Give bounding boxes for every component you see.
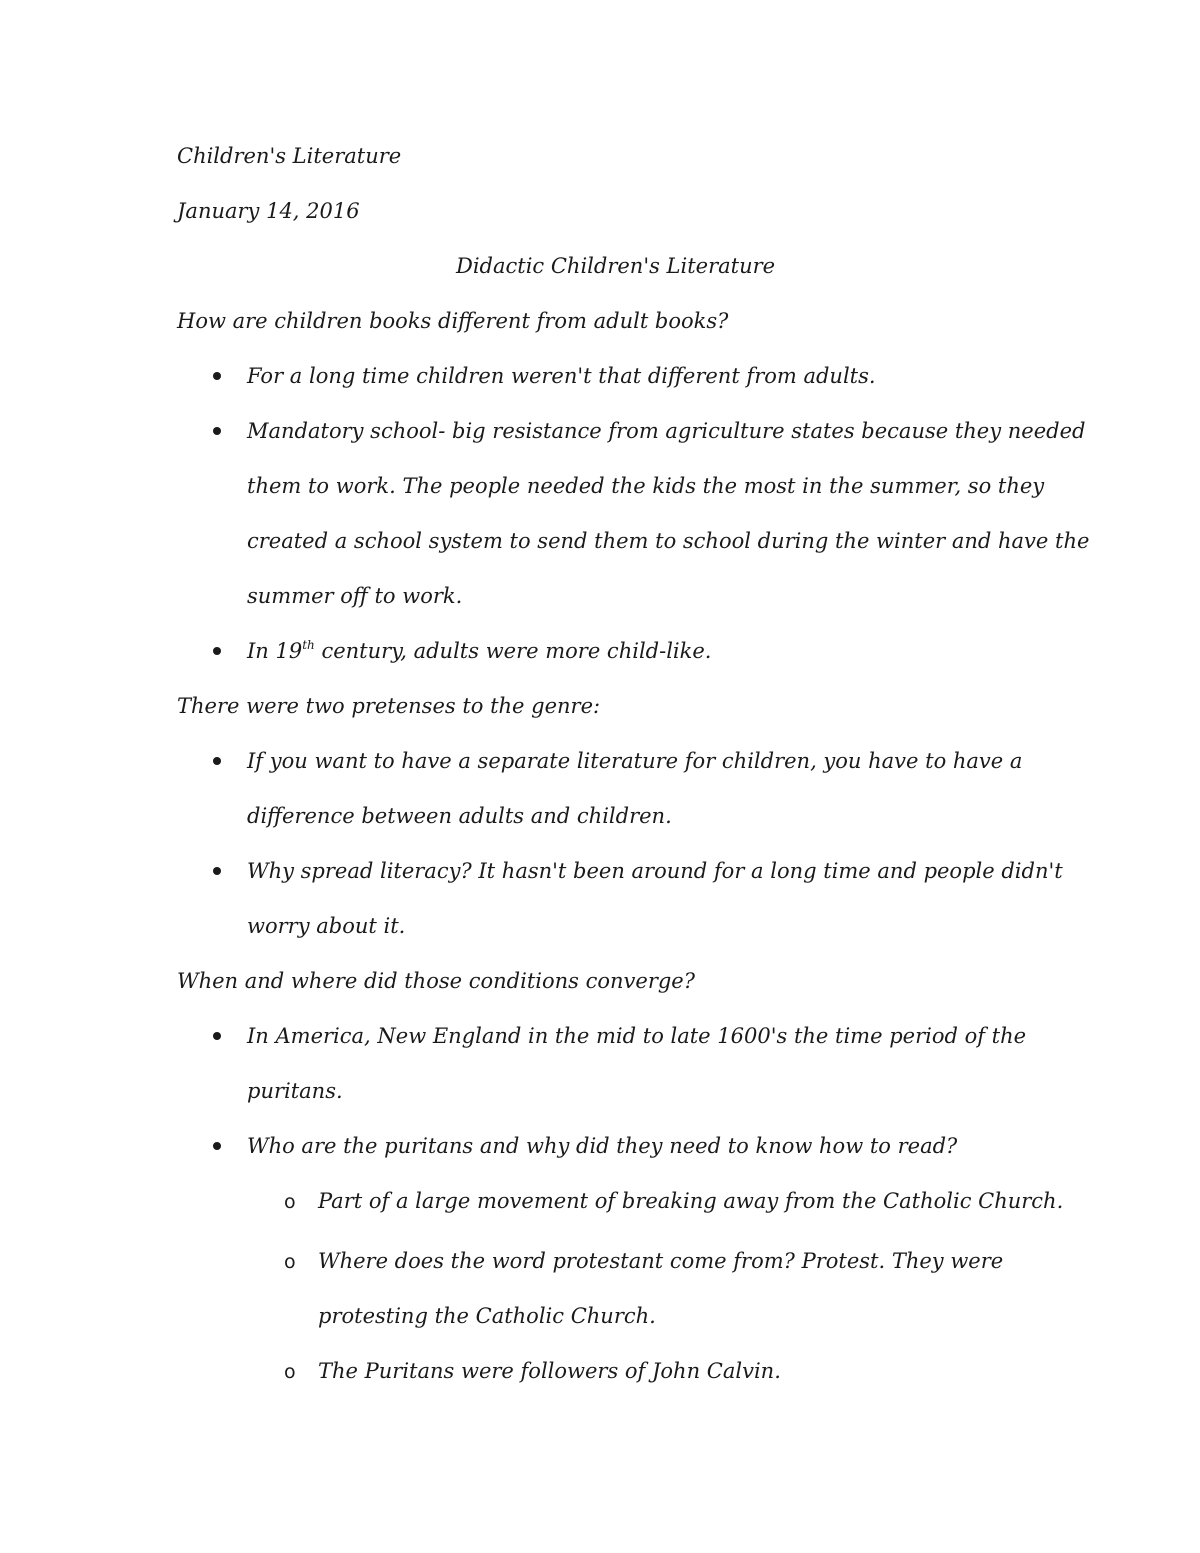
bullet-text: If you want to have a separate literature for children, you have to have a — [247, 749, 1023, 773]
bullet-text: For a long time children weren't that different from adults. — [247, 364, 876, 388]
document-title: Didactic Children's Literature — [456, 254, 776, 278]
bullet-text: Mandatory school- big resistance from agriculture states because they needed — [247, 419, 1086, 443]
section-question: There were two pretenses to the genre: — [177, 694, 601, 718]
bullet-text-continuation: created a school system to send them to school during the winter and have the — [247, 529, 1090, 553]
section-question: How are children books different from adult books? — [177, 309, 729, 333]
bullet-dot — [213, 1032, 221, 1040]
bullet-text-continuation: difference between adults and children. — [247, 804, 672, 828]
sub-bullet-text-continuation: protesting the Catholic Church. — [318, 1304, 656, 1328]
bullet-text-continuation: worry about it. — [247, 914, 406, 938]
bullet-text-pre: In 19 — [247, 639, 303, 663]
bullet-dot — [213, 372, 221, 380]
section-question: When and where did those conditions converge? — [177, 969, 695, 993]
bullet-text — [247, 638, 712, 663]
bullet-dot — [213, 427, 221, 435]
bullet-text-continuation: puritans. — [247, 1079, 343, 1103]
ordinal-suffix: th — [302, 638, 315, 652]
sub-bullet-text: The Puritans were followers of John Calvin. — [318, 1359, 781, 1383]
bullet-text: Who are the puritans and why did they need to know how to read? — [247, 1134, 958, 1158]
course-name: Children's Literature — [177, 144, 402, 168]
bullet-dot — [213, 757, 221, 765]
bullet-dot — [213, 1142, 221, 1150]
bullet-dot — [213, 647, 221, 655]
bullet-text-continuation: summer off to work. — [247, 584, 463, 608]
bullet-text-post: century, adults were more child-like. — [314, 639, 712, 663]
sub-bullet-marker: o — [284, 1191, 296, 1213]
bullet-dot — [213, 867, 221, 875]
sub-bullet-text: Part of a large movement of breaking away from the Catholic Church. — [318, 1189, 1064, 1213]
sub-bullet-marker: o — [284, 1361, 296, 1383]
bullet-text-continuation: them to work. The people needed the kids the most in the summer, so they — [247, 474, 1045, 498]
sub-bullet-marker: o — [284, 1251, 296, 1273]
sub-bullet-text: Where does the word protestant come from? Protest. They were — [318, 1249, 1004, 1273]
document-date: January 14, 2016 — [177, 199, 360, 223]
bullet-text: Why spread literacy? It hasn't been around for a long time and people didn't — [247, 859, 1063, 883]
bullet-text: In America, New England in the mid to late 1600's the time period of the — [247, 1024, 1027, 1048]
